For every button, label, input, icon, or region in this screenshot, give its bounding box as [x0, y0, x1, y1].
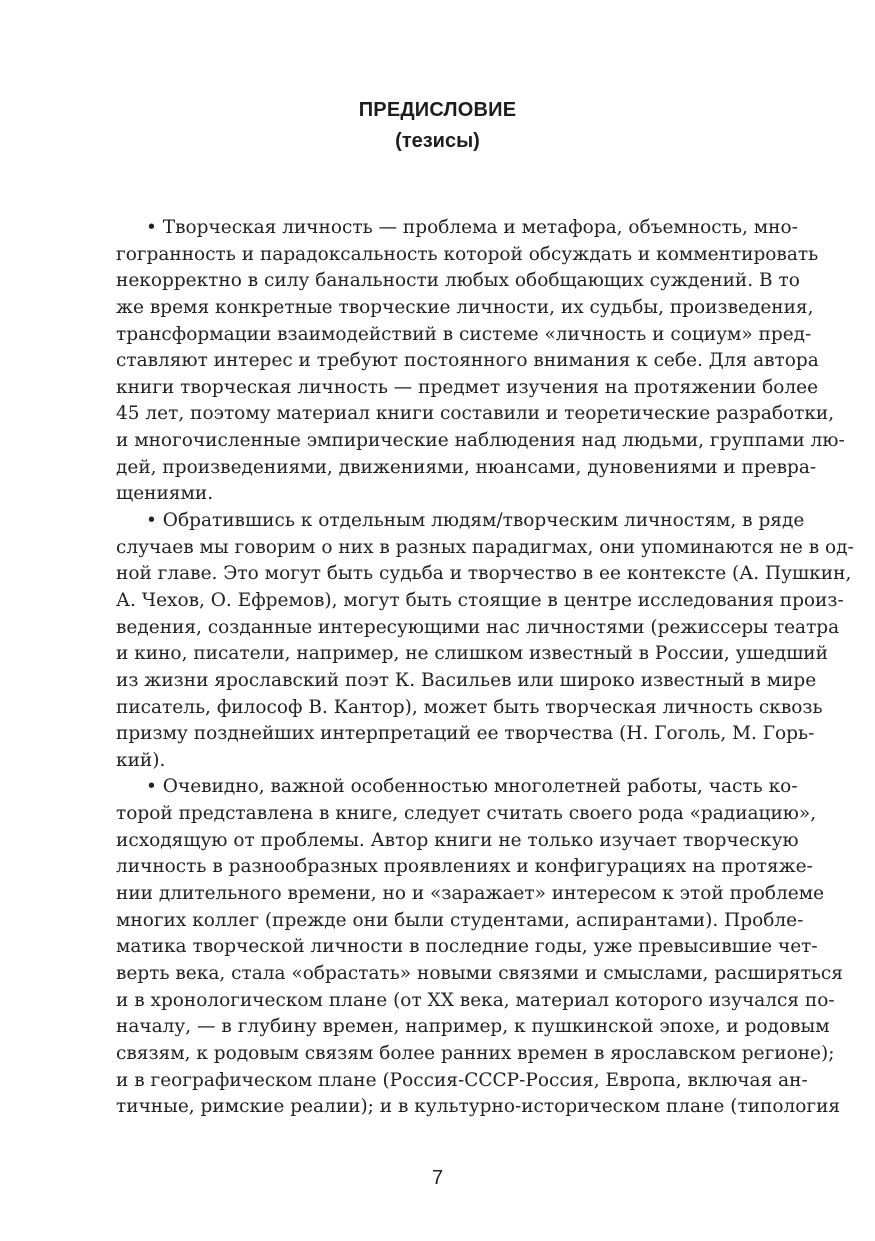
text-line: личность в разнообразных проявлениях и конфигурациях на протяже- [116, 856, 813, 878]
text-line: щениями. [116, 483, 214, 505]
text-line: ставляют интерес и требуют постоянного внимания к себе. Для автора [116, 350, 819, 372]
text-line: торой представлена в книге, следует считать своего рода «радиацию», [116, 803, 817, 825]
text-line: нии длительного времени, но и «заражает» интересом к этой проблеме [116, 883, 825, 905]
text-line: случаев мы говорим о них в разных парадигмах, они упоминаются не в од- [116, 536, 854, 558]
text-line: ной главе. Это могут быть судьба и творчество в ее контексте (А. Пушкин, [116, 563, 852, 585]
text-line: началу, — в глубину времен, например, к пушкинской эпохе, и родовым [116, 1016, 830, 1038]
text-line: исходящую от проблемы. Автор книги не только изучает творческую [116, 829, 799, 851]
page-subtitle: (тезисы) [395, 130, 480, 152]
text-line: и многочисленные эмпирические наблюдения над людьми, группами лю- [116, 430, 845, 452]
text-line: некорректно в силу банальности любых обобщающих суждений. В то [116, 270, 800, 292]
text-line: писатель, философ В. Кантор), может быть творческая личность сквозь [116, 696, 823, 718]
text-line: же время конкретные творческие личности, их судьбы, произведения, [116, 296, 814, 318]
text-line: призму позднейших интерпретаций ее творчества (Н. Гоголь, М. Горь- [116, 723, 815, 745]
text-line: 45 лет, поэтому материал книги составили и теоретические разработки, [116, 403, 835, 425]
text-line: и кино, писатели, например, не слишком известный в России, ушедший [116, 643, 828, 665]
text-line: из жизни ярославский поэт К. Васильев или широко известный в мире [116, 669, 817, 691]
paragraph [116, 774, 843, 1120]
text-line: трансформации взаимодействий в системе «личность и социум» пред- [116, 323, 812, 345]
text-line: матика творческой личности в последние годы, уже превысившие чет- [116, 936, 818, 958]
text-line: и в географическом плане (Россия-СССР-Россия, Европа, включая ан- [116, 1069, 808, 1091]
text-line: кий). [116, 749, 166, 771]
paragraph [116, 215, 845, 508]
paragraph [116, 508, 854, 774]
text-line: связям, к родовым связям более ранних времен в ярославском регионе); [116, 1042, 835, 1064]
body-text [116, 215, 854, 1121]
text-line: верть века, стала «обрастать» новыми связями и смыслами, расширяться [116, 962, 843, 984]
text-line: А. Чехов, О. Ефремов), могут быть стоящие в центре исследования произ- [116, 589, 844, 611]
text-line: дей, произведениями, движениями, нюансами, дуновениями и превра- [116, 456, 817, 478]
page-number: 7 [431, 1167, 444, 1189]
text-line: • Творческая личность — проблема и метафора, объемность, мно- [146, 217, 798, 238]
text-line: • Обратившись к отдельным людям/творческим личностям, в ряде [146, 510, 805, 532]
text-line: ведения, созданные интересующими нас личностями (режиссеры театра [116, 616, 840, 638]
text-line: • Очевидно, важной особенностью многолетней работы, часть ко- [146, 776, 798, 798]
text-line: многих коллег (прежде они были студентами, аспирантами). Пробле- [116, 909, 804, 931]
text-line: тичные, римские реалии); и в культурно-историческом плане (типология [116, 1096, 841, 1118]
text-line: и в хронологическом плане (от XX века, материал которого изучался по- [116, 989, 835, 1011]
text-line: гогранность и парадоксальность которой обсуждать и комментировать [116, 243, 819, 265]
page-title: ПРЕДИСЛОВИЕ [358, 99, 517, 121]
text-line: книги творческая личность — предмет изучения на протяжении более [116, 376, 819, 398]
